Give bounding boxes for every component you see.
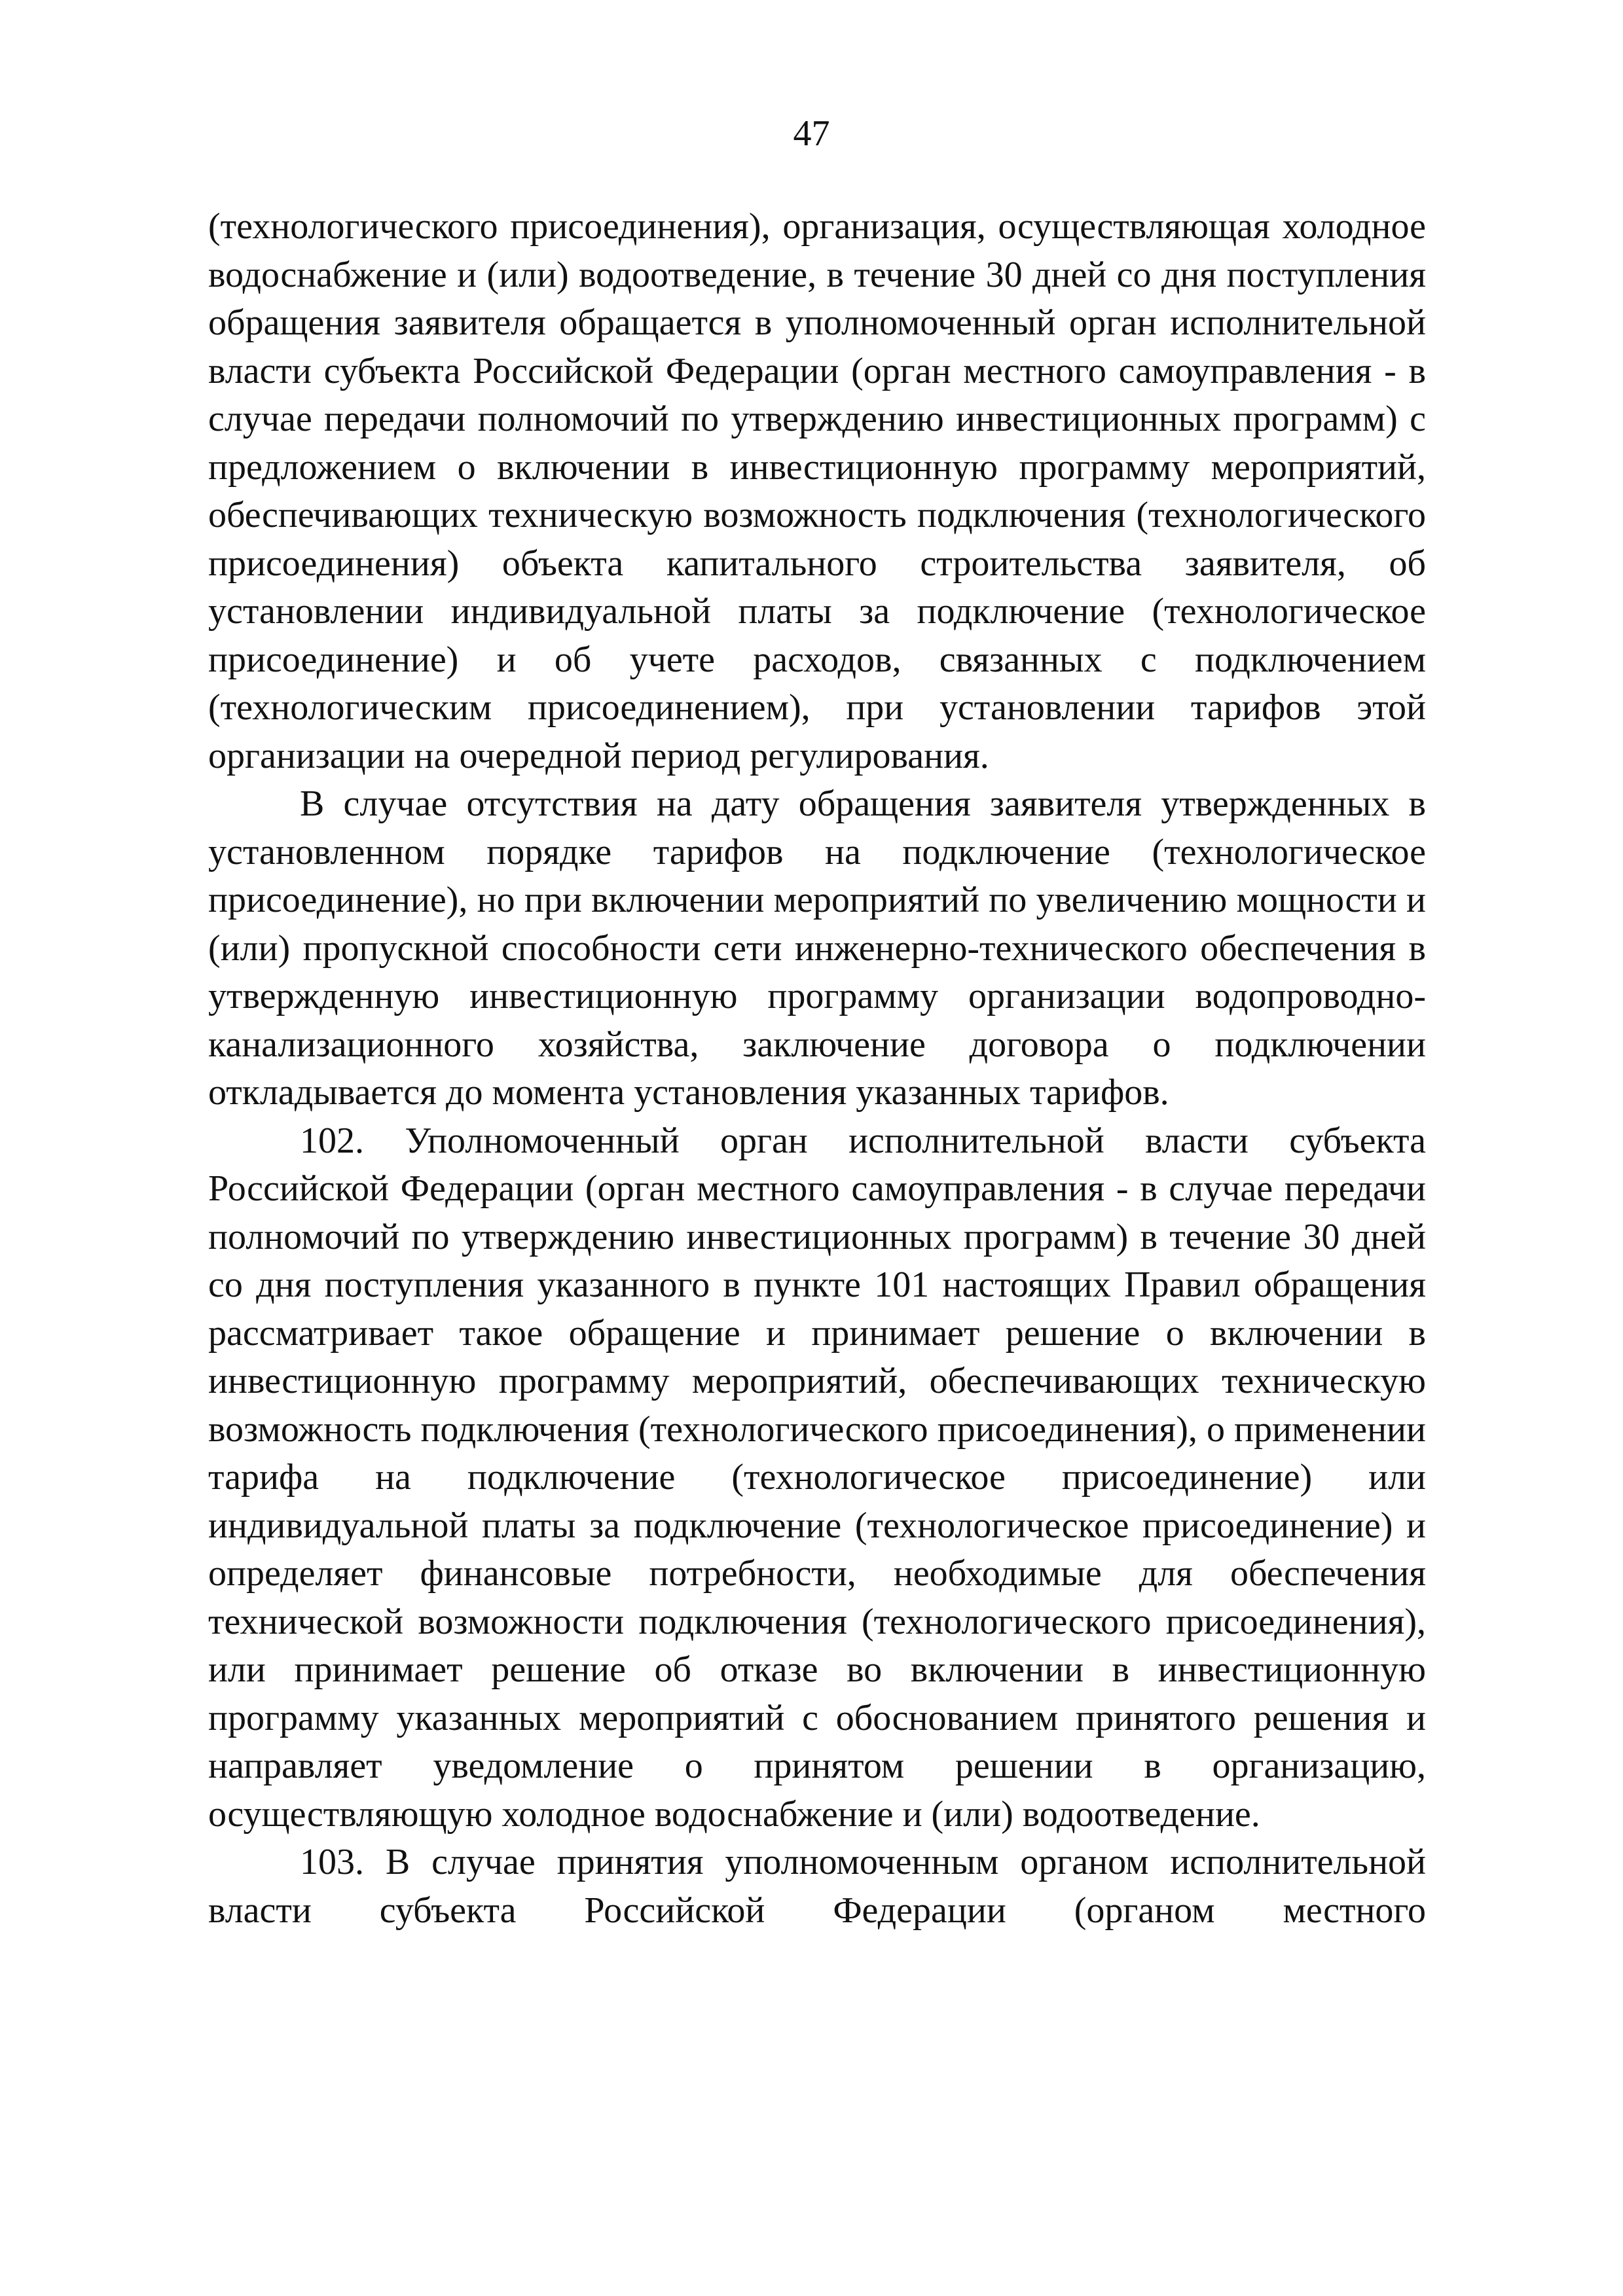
page-number: 47 bbox=[793, 113, 830, 154]
document-body bbox=[208, 203, 1426, 1935]
paragraph-103: 103. В случае принятия уполномоченным органом исполнительной власти субъекта Российской Федерации (органом местного bbox=[208, 1842, 1426, 1931]
paragraph-continuation: (технологического присоединения), организация, осуществляющая холодное водоснабжение и (или) водоотведение, в течение 30 дней со дня поступления обращения заявителя обращается в уполномоченный орган исполнительной власти субъекта Российской Федерации (орган местного самоуправления - в случае передачи полномочий по утверждению инвестиционных программ) с предложением о включении в инвестиционную программу мероприятий, обеспечивающих техническую возможность подключения (технологического присоединения) объекта капитального строительства заявителя, об установлении индивидуальной платы за подключение (технологическое присоединение) и об учете расходов, связанных с подключением (технологическим присоединением), при установлении тарифов этой организации на очередной период регулирования. bbox=[208, 206, 1426, 776]
paragraph-102: 102. Уполномоченный орган исполнительной власти субъекта Российской Федерации (орган местного самоуправления - в случае передачи полномочий по утверждению инвестиционных программ) в течение 30 дней со дня поступления указанного в пункте 101 настоящих Правил обращения рассматривает такое обращение и принимает решение о включении в инвестиционную программу мероприятий, обеспечивающих техническую возможность подключения (технологического присоединения), о применении тарифа на подключение (технологическое присоединение) или индивидуальной платы за подключение (технологическое присоединение) и определяет финансовые потребности, необходимые для обеспечения технической возможности подключения (технологического присоединения), или принимает решение об отказе во включении в инвестиционную программу указанных мероприятий с обоснованием принятого решения и направляет уведомление о принятом решении в организацию, осуществляющую холодное водоснабжение и (или) водоотведение. bbox=[208, 1120, 1426, 1835]
paragraph-tariff-absence: В случае отсутствия на дату обращения заявителя утвержденных в установленном порядке тарифов на подключение (технологическое присоединение), но при включении мероприятий по увеличению мощности и (или) пропускной способности сети инженерно-технического обеспечения в утвержденную инвестиционную программу организации водопроводно-канализационного хозяйства, заключение договора о подключении откладывается до момента установления указанных тарифов. bbox=[208, 783, 1426, 1113]
